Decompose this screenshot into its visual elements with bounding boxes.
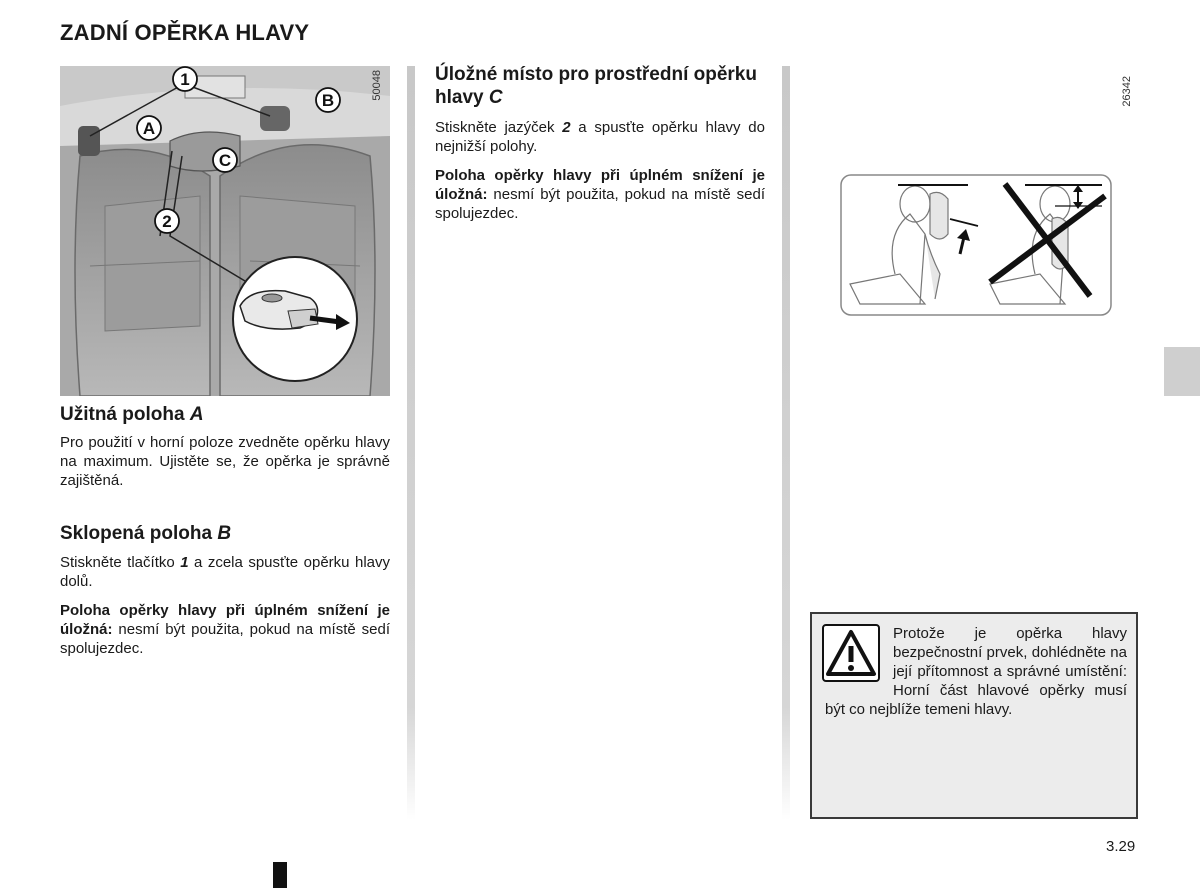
section-c-heading: Úložné místo pro prostřední opěrku hlavy C xyxy=(435,64,757,108)
figure-code-right: 26342 xyxy=(1121,76,1133,107)
column-separator-left xyxy=(407,66,415,820)
chapter-thumb-tab xyxy=(1164,347,1200,396)
column-separator-right xyxy=(782,66,790,820)
warning-triangle-icon xyxy=(822,624,880,682)
page-title: ZADNÍ OPĚRKA HLAVY xyxy=(60,20,310,45)
section-b-body: Stiskněte tlačítko 1 a zcela spusťte opěrku hlavy dolů. xyxy=(60,554,390,590)
footer-marker xyxy=(273,862,287,888)
section-c-body: Stiskněte jazýček 2 a spusťte opěrku hlavy do nejnižší polohy. xyxy=(435,119,765,155)
callout-b: B xyxy=(321,91,335,110)
callout-2: 2 xyxy=(162,212,172,231)
section-a-heading: Užitná poloha A xyxy=(60,404,204,425)
rear-seat-headrest-photo xyxy=(60,66,390,396)
section-c-note: Poloha opěrky hlavy při úplném snížení je úložná: nesmí být použita, pokud na místě sedí spolujezdec. xyxy=(435,167,765,222)
headrest-position-diagram xyxy=(840,174,1112,316)
warning-box xyxy=(810,612,1138,819)
section-b-note: Poloha opěrky hlavy při úplném snížení je úložná: nesmí být použita, pokud na místě sedí spolujezdec. xyxy=(60,602,390,657)
warning-text: Protože je opěrka hlavy bezpečnostní prvek, dohlédněte na její přítomnost a správné umístění: Horní část hlavové opěrky musí být co nejblíže temeni hlavy. xyxy=(825,625,1127,718)
callout-c: C xyxy=(218,151,232,170)
callout-a: A xyxy=(142,119,156,138)
figure-code-left: 50048 xyxy=(371,70,383,101)
page-number: 3.29 xyxy=(1106,838,1136,855)
callout-1: 1 xyxy=(180,70,190,89)
section-a-body: Pro použití v horní poloze zvedněte opěrku hlavy na maximum. Ujistěte se, že opěrka je správně zajištěná. xyxy=(60,434,390,489)
section-b-heading: Sklopená poloha B xyxy=(60,523,232,544)
